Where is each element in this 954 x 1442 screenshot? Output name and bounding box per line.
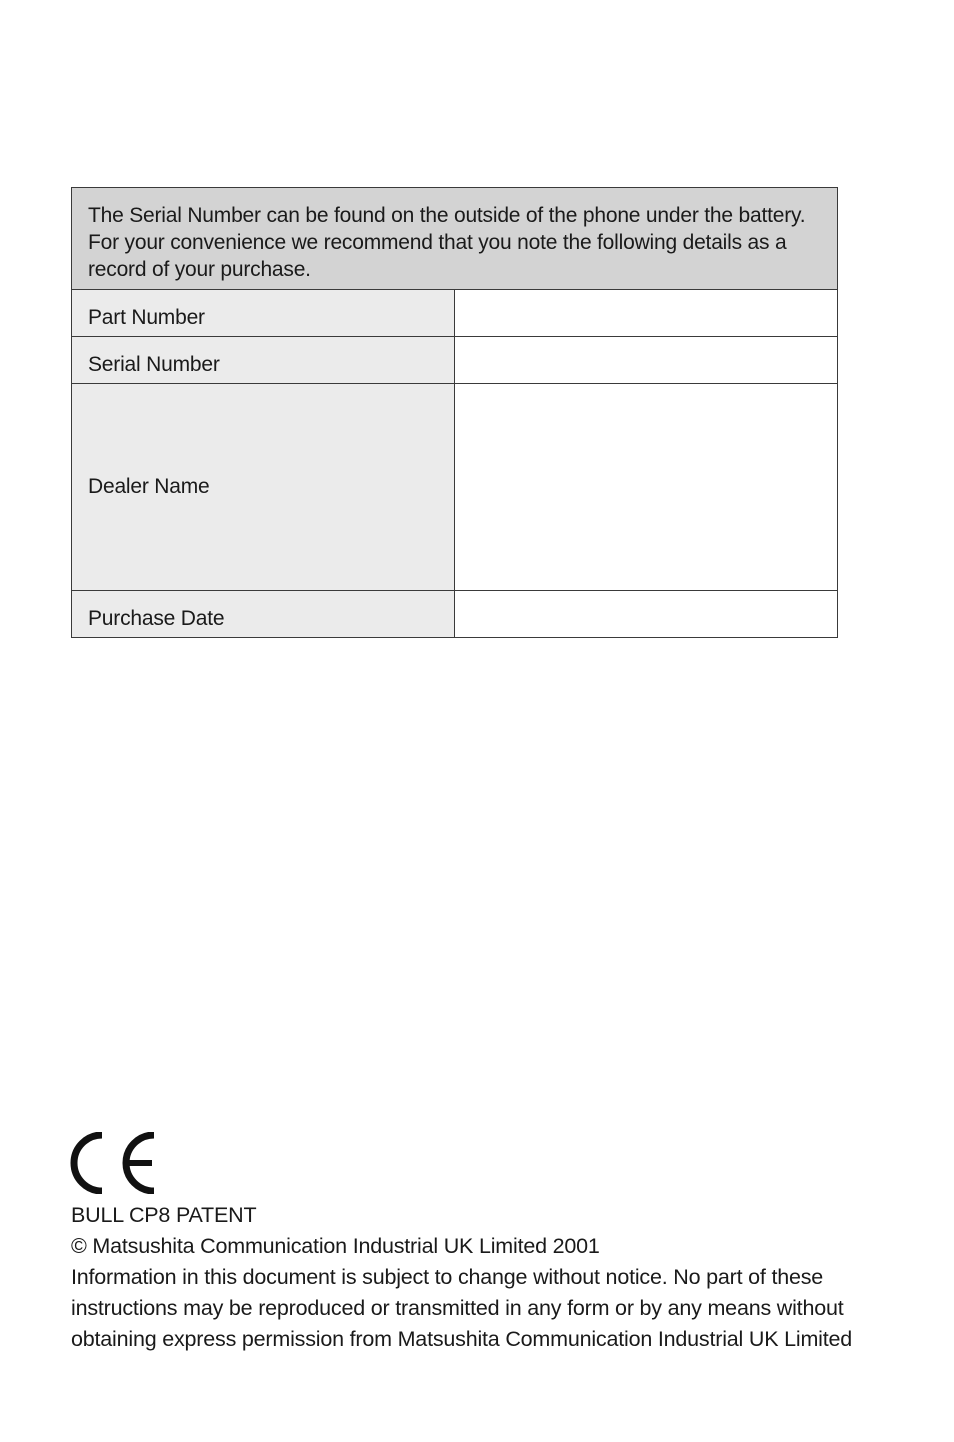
dealer-name-label: Dealer Name	[72, 384, 455, 591]
dealer-name-field	[455, 384, 838, 591]
table-row	[72, 591, 838, 638]
patent-text: BULL CP8 PATENT	[71, 1203, 257, 1227]
serial-number-label: Serial Number	[72, 337, 455, 384]
intro-row	[72, 188, 838, 290]
copyright-text: © Matsushita Communication Industrial UK Limited 2001	[71, 1234, 600, 1258]
ce-mark-icon	[70, 1132, 158, 1194]
part-number-label: Part Number	[72, 290, 455, 337]
serial-number-field	[455, 337, 838, 384]
table-row	[72, 290, 838, 337]
notice-line: Information in this document is subject to change without notice. No part of these	[71, 1265, 824, 1289]
footer	[71, 1200, 871, 1355]
part-number-field	[455, 290, 838, 337]
intro-text: The Serial Number can be found on the outside of the phone under the battery. For your convenience we recommend that you note the following details as a record of your purchase.	[72, 188, 838, 290]
notice-line: obtaining express permission from Matsushita Communication Industrial UK Limited	[71, 1327, 853, 1351]
notice-line: instructions may be reproduced or transmitted in any form or by any means without	[71, 1296, 844, 1320]
purchase-date-label: Purchase Date	[72, 591, 455, 638]
purchase-date-field	[455, 591, 838, 638]
table-row	[72, 337, 838, 384]
table-row	[72, 384, 838, 591]
purchase-record-table	[71, 187, 838, 638]
